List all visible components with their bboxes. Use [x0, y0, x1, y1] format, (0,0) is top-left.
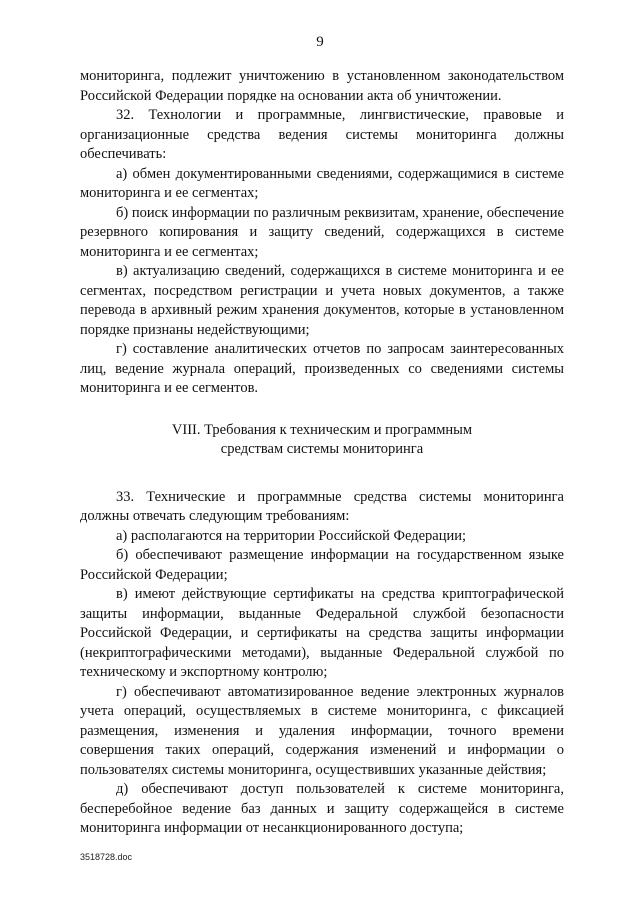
footer-file-name: 3518728.doc [80, 852, 133, 862]
page-number: 9 [316, 34, 324, 50]
paragraph-item-33-b: б) обеспечивают размещение информации на государственном языке Российской Федерации; [80, 547, 564, 583]
section-heading-line-2: средствам системы мониторинга [220, 441, 424, 457]
paragraph-item-33-d: д) обеспечивают доступ пользователей к системе мониторинга, бесперебойное ведение баз данных и защиту содержащейся в системе мониторинга информации от несанкционированного доступа; [80, 781, 564, 836]
paragraph-item-33-v: в) имеют действующие сертификаты на средства криптографической защиты информации, выданные Федеральной службой безопасности Российской Федерации, и сертификаты на средства защиты информации (некриптографическими методами), выданные Федеральной службой по техническому и экспортному контролю; [80, 586, 564, 680]
document-body [80, 67, 564, 839]
paragraph-continuation: мониторинга, подлежит уничтожению в установленном законодательством Российской Федерации порядке на основании акта об уничтожении. [80, 68, 564, 104]
paragraph-item-33-g: г) обеспечивают автоматизированное ведение электронных журналов учета операций, осуществляемых в системе мониторинга, с фиксацией размещения, изменения и удаления информации, точного времени совершения таких операций, содержания изменений и информации о пользователях системы мониторинга, осуществивших указанные действия; [80, 683, 564, 778]
paragraph-item-32-v: в) актуализацию сведений, содержащихся в системе мониторинга и ее сегментах, посредством регистрации и учета новых документов, а также перевода в архивный режим хранения документов, которые в установленном порядке признаны недействующими; [80, 263, 564, 338]
paragraph-item-32: 32. Технологии и программные, лингвистические, правовые и организационные средства ведения системы мониторинга должны обеспечивать: [80, 107, 564, 162]
paragraph-item-32-g: г) составление аналитических отчетов по запросам заинтересованных лиц, ведение журнала операций, произведенных со сведениями системы мониторинга и ее сегментов. [80, 341, 564, 396]
paragraph-item-33: 33. Технические и программные средства системы мониторинга должны отвечать следующим требованиям: [80, 488, 564, 524]
paragraph-item-32-a: а) обмен документированными сведениями, содержащимися в системе мониторинга и ее сегментах; [80, 165, 564, 201]
paragraph-item-33-a: а) располагаются на территории Российской Федерации; [116, 527, 467, 544]
paragraph-item-32-b: б) поиск информации по различным реквизитам, хранение, обеспечение резервного копирования и защиту сведений, содержащихся в системе мониторинга и ее сегментах; [80, 204, 564, 260]
section-heading [80, 421, 564, 460]
section-heading-line-1: VIII. Требования к техническим и программным [171, 421, 473, 438]
